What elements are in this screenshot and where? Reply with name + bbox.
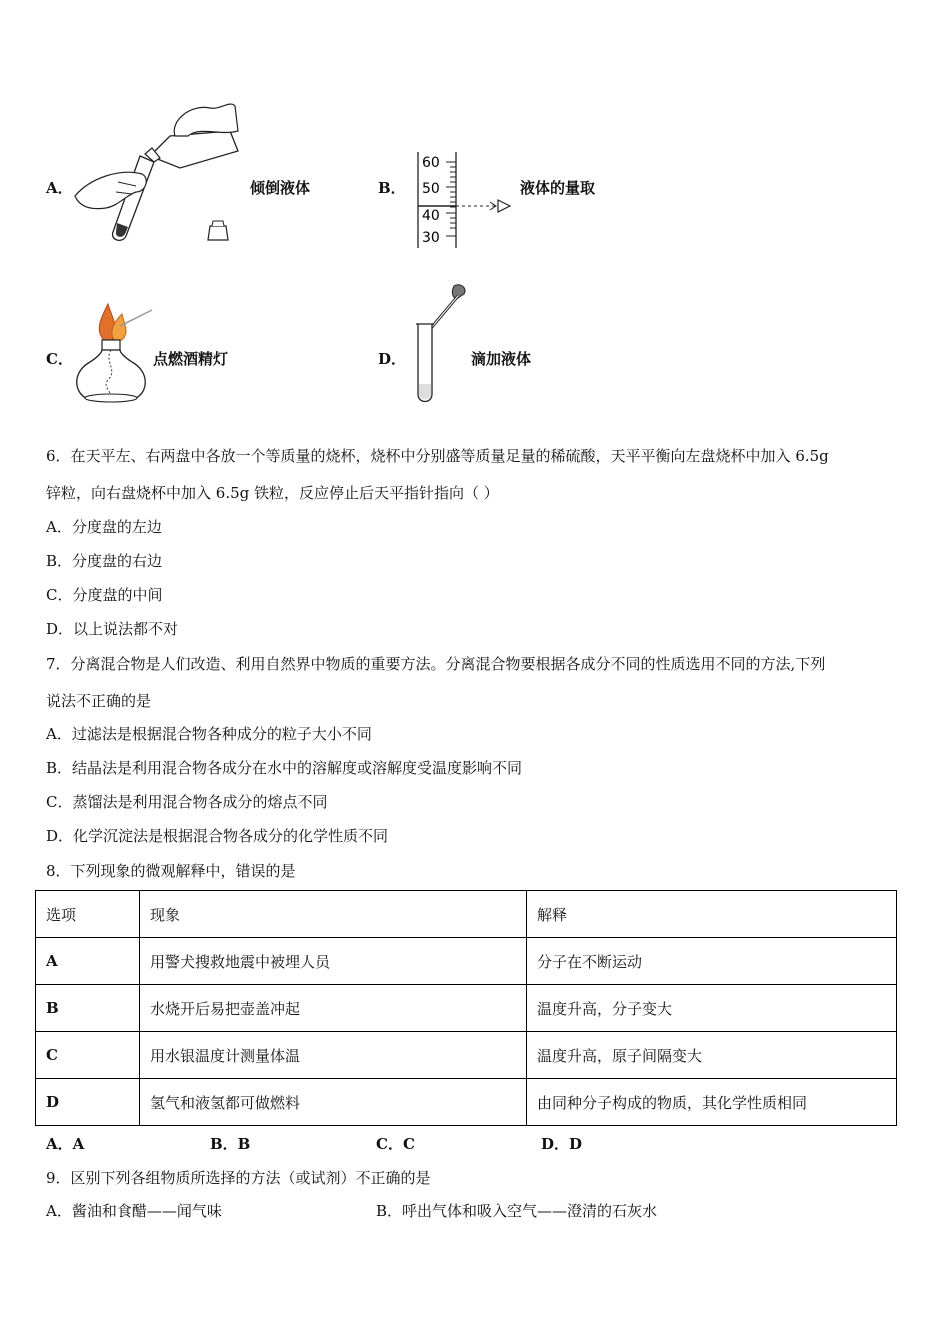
row-explanation: 分子在不断运动: [527, 938, 897, 985]
q8-option-c: C．C: [376, 1135, 415, 1153]
tick-40: 40: [422, 208, 440, 224]
option-c-caption: 点燃酒精灯: [153, 350, 229, 368]
q6-option-c: C．分度盘的中间: [46, 586, 163, 604]
dropping-liquid-illustration: [408, 280, 472, 406]
q8-option-d: D．D: [541, 1135, 583, 1153]
row-explanation: 温度升高，原子间隔变大: [527, 1032, 897, 1079]
q7-stem-line1: 7．分离混合物是人们改造、利用自然界中物质的重要方法。分离混合物要根据各成分不同的性质选用不同的方法,下列: [46, 655, 826, 673]
q7-stem-line2: 说法不正确的是: [46, 692, 152, 710]
q6-stem-line2: 锌粒，向右盘烧杯中加入 6.5g 铁粒，反应停止后天平指针指向（ ）: [46, 484, 499, 502]
q7-option-c: C．蒸馏法是利用混合物各成分的熔点不同: [46, 793, 328, 811]
option-b-caption: 液体的量取: [520, 179, 596, 197]
q6-option-d: D．以上说法都不对: [46, 620, 179, 638]
option-b-label: B．: [378, 179, 406, 197]
q9-option-a: A．酱油和食醋——闻气味: [46, 1202, 222, 1220]
row-option: B: [36, 985, 140, 1032]
row-option: D: [36, 1079, 140, 1126]
row-explanation: 温度升高，分子变大: [527, 985, 897, 1032]
q6-option-b: B．分度盘的右边: [46, 552, 163, 570]
graduated-cylinder-illustration: [410, 150, 520, 250]
row-phenomenon: 氢气和液氢都可做燃料: [140, 1079, 527, 1126]
eye-icon: [498, 200, 510, 212]
row-phenomenon: 水烧开后易把壶盖冲起: [140, 985, 527, 1032]
row-phenomenon: 用警犬搜救地震中被埋人员: [140, 938, 527, 985]
table-row: [36, 985, 897, 1032]
option-d-caption: 滴加液体: [471, 350, 532, 368]
row-explanation: 由同种分子构成的物质，其化学性质相同: [527, 1079, 897, 1126]
tick-60: 60: [422, 155, 440, 171]
q8-option-b: B．B: [210, 1135, 251, 1153]
q7-option-a: A．过滤法是根据混合物各种成分的粒子大小不同: [46, 725, 372, 743]
table-row: [36, 1079, 897, 1126]
row-phenomenon: 用水银温度计测量体温: [140, 1032, 527, 1079]
row-option: C: [36, 1032, 140, 1079]
table-row: [36, 1032, 897, 1079]
q7-option-b: B．结晶法是利用混合物各成分在水中的溶解度或溶解度受温度影响不同: [46, 759, 523, 777]
q9-option-b: B．呼出气体和吸入空气——澄清的石灰水: [376, 1202, 658, 1220]
q7-option-d: D．化学沉淀法是根据混合物各成分的化学性质不同: [46, 827, 389, 845]
q8-stem: 8．下列现象的微观解释中，错误的是: [46, 862, 296, 880]
tick-50: 50: [422, 181, 440, 197]
table-header-row: [36, 891, 897, 938]
alcohol-lamp-illustration: [68, 300, 158, 408]
q6-stem-line1: 6．在天平左、右两盘中各放一个等质量的烧杯，烧杯中分别盛等质量足量的稀硫酸，天平平衡向左盘烧杯中加入 6.5g: [46, 447, 829, 465]
tick-30: 30: [422, 230, 440, 246]
header-option: 选项: [36, 891, 140, 938]
pouring-liquid-illustration: [70, 96, 245, 246]
phenomena-table: [35, 890, 897, 1126]
option-c-label: C．: [46, 350, 73, 368]
header-phenomenon: 现象: [140, 891, 527, 938]
row-option: A: [36, 938, 140, 985]
option-d-label: D．: [378, 350, 407, 368]
q8-option-a: A．A: [46, 1135, 85, 1153]
q6-option-a: A．分度盘的左边: [46, 518, 162, 536]
q9-stem: 9．区别下列各组物质所选择的方法（或试剂）不正确的是: [46, 1169, 431, 1187]
option-a-caption: 倾倒液体: [250, 179, 311, 197]
option-a-label: A．: [46, 179, 73, 197]
header-explanation: 解释: [527, 891, 897, 938]
table-row: [36, 938, 897, 985]
